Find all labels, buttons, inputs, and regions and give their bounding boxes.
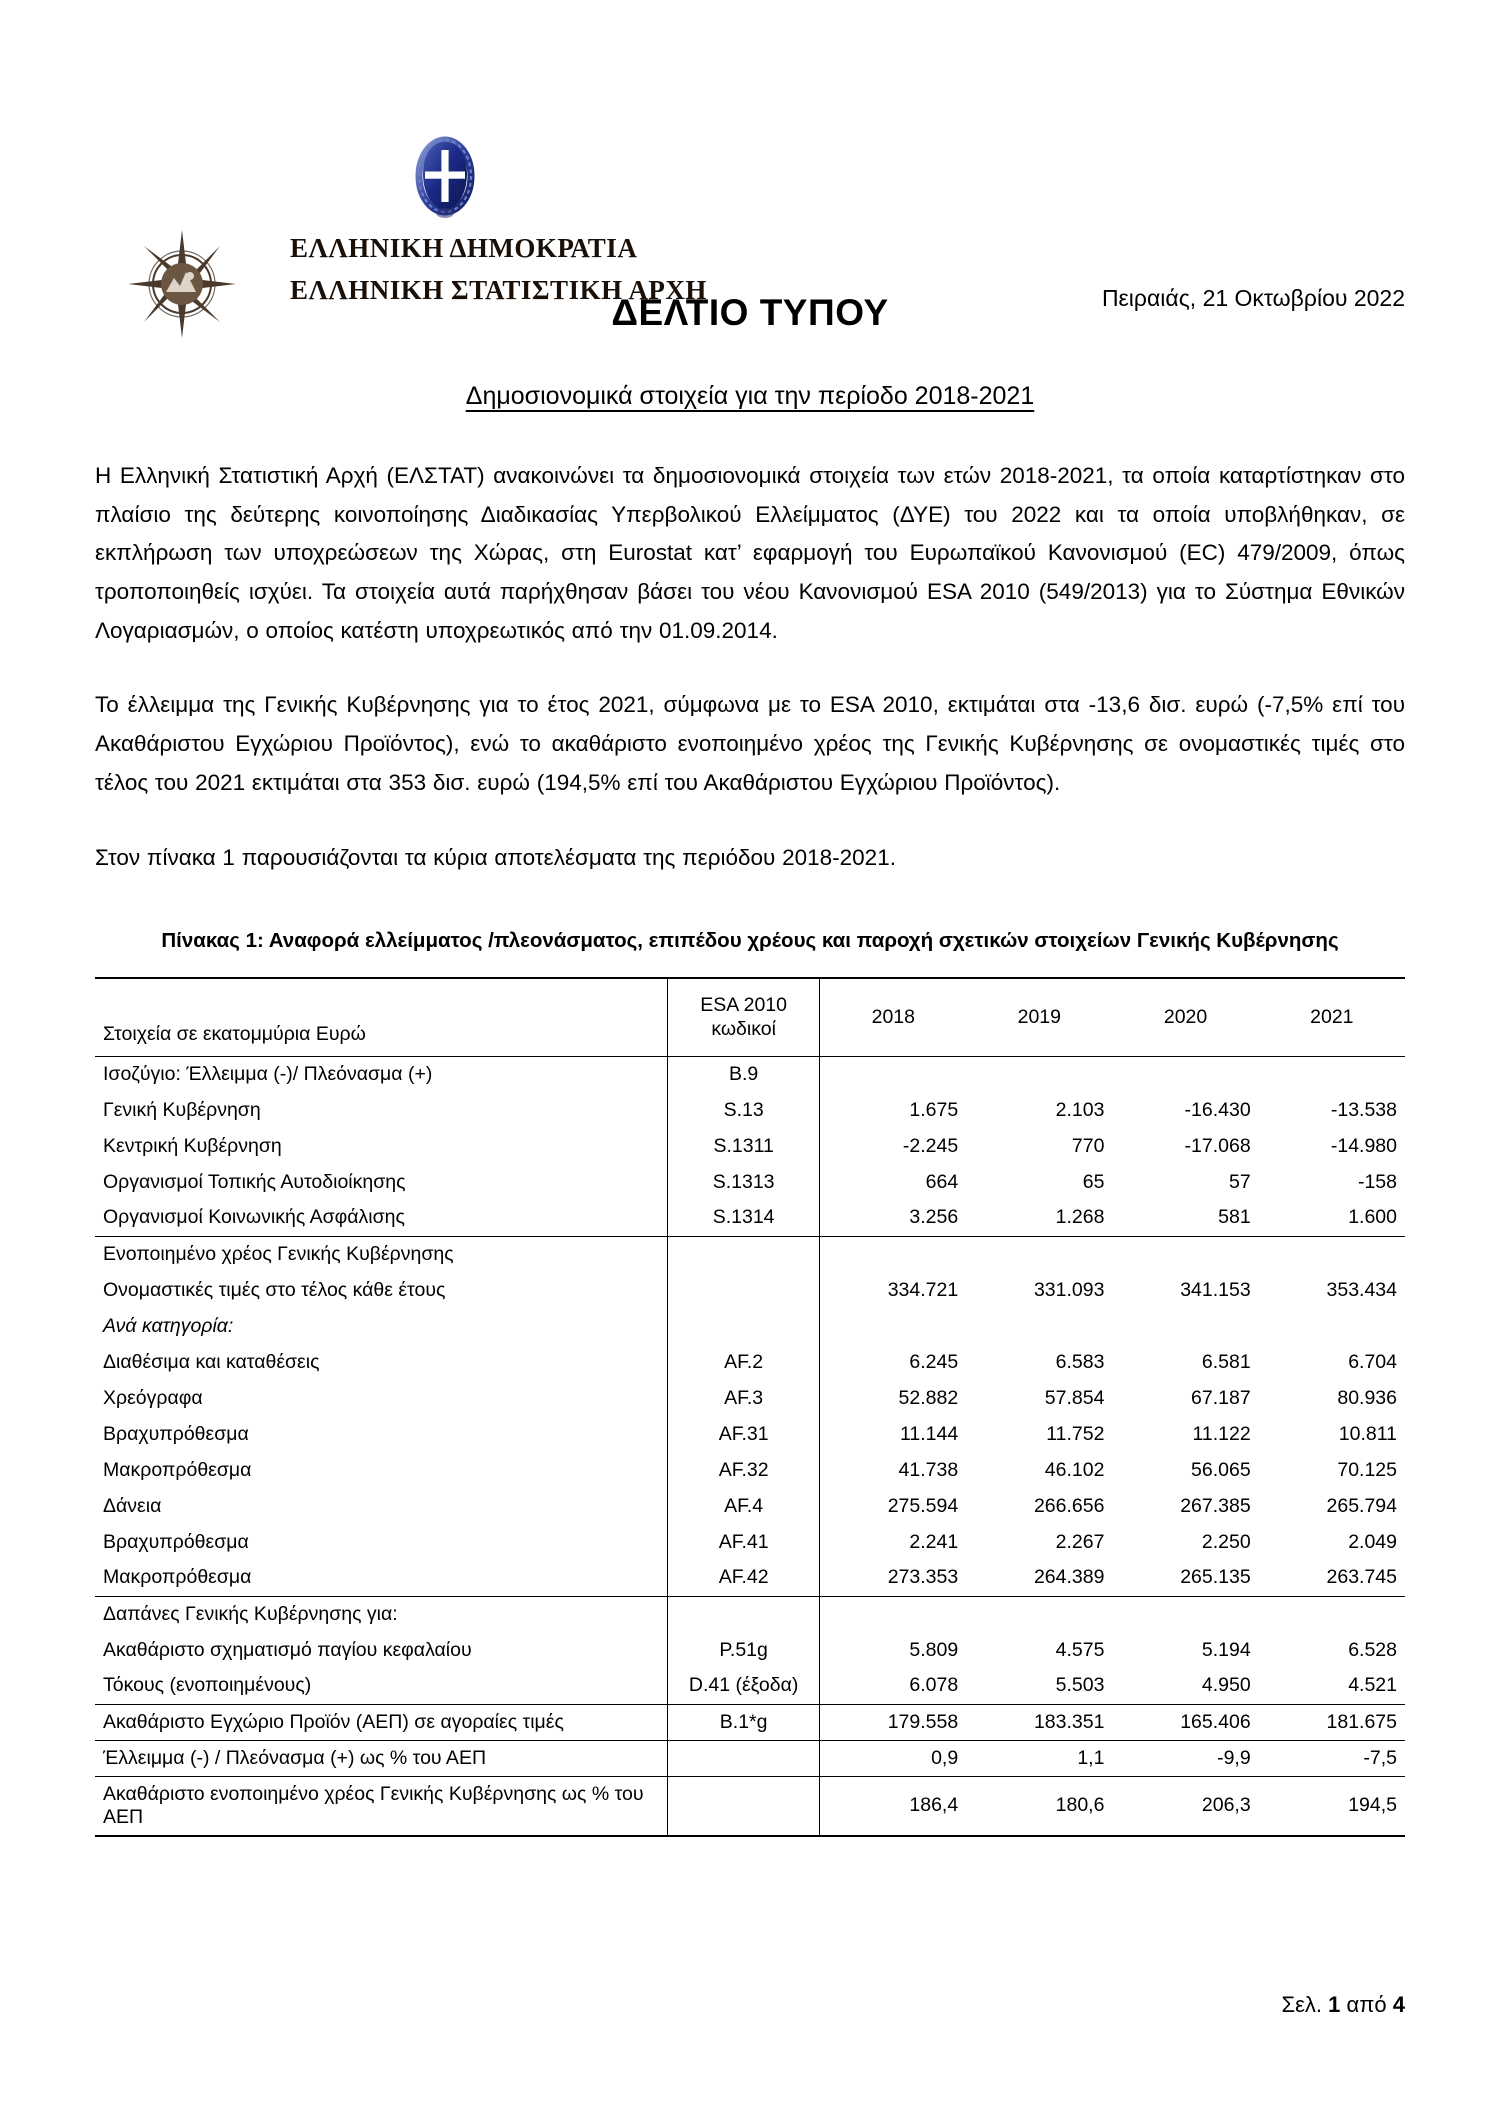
publication-date: Πειραιάς, 21 Οκτωβρίου 2022	[1101, 285, 1405, 311]
table-header-year-2018: 2018	[820, 978, 966, 1056]
table-header-year-2021: 2021	[1259, 978, 1405, 1056]
row-value-2020	[1112, 1056, 1258, 1092]
table-row	[95, 1128, 1405, 1164]
esa-code-line-1: ESA 2010	[700, 994, 787, 1017]
row-value-2021	[1259, 1308, 1405, 1344]
row-value-2018: 186,4	[820, 1776, 966, 1836]
table-row	[95, 1272, 1405, 1308]
row-value-2018: 275.594	[820, 1488, 966, 1524]
row-esa-code: AF.42	[667, 1560, 820, 1596]
row-value-2019: 331.093	[1033, 1278, 1105, 1301]
table-row	[95, 1380, 1405, 1416]
row-value-2018: 0,9	[820, 1740, 966, 1776]
row-label: Βραχυπρόθεσμα	[103, 1530, 249, 1553]
row-label: Κεντρική Κυβέρνηση	[103, 1134, 282, 1157]
table-row	[95, 1200, 1405, 1236]
row-value-2021: 10.811	[1338, 1422, 1397, 1445]
paragraph-intro: Η Ελληνική Στατιστική Αρχή (ΕΛΣΤΑΤ) ανακοινώνει τα δημοσιονομικά στοιχεία των ετών 2018-2021, τα οποία καταρτίστηκαν στο πλαίσιο της δεύτερης κοινοποίησης Διαδικασίας Υπερβολικού Ελλείμματος (ΔΥΕ) του 2022 και τα οποία υποβλήθηκαν, σε εκπλήρωση των υποχρεώσεων της Χώρας, στη Eurostat κατ’ εφαρμογή του Ευρωπαϊκού Κανονισμού (ΕC) 479/2009, όπως τροποποιηθείς ισχύει. Τα στοιχεία αυτά παρήχθησαν βάσει του νέου Κανονισμού ESA 2010 (549/2013) για το Σύστημα Εθνικών Λογαριασμών, ο οποίος κατέστη υποχρεωτικός από την 01.09.2014.	[95, 463, 1405, 643]
row-value-2018	[820, 1596, 966, 1632]
row-value-2019: 2.267	[1055, 1530, 1105, 1553]
row-value-2020: 267.385	[1180, 1494, 1251, 1517]
row-value-2018: 11.144	[820, 1416, 966, 1452]
row-label: Ενοποιημένο χρέος Γενικής Κυβέρνησης	[95, 1236, 667, 1272]
row-esa-code	[667, 1776, 820, 1836]
paragraph-table-reference: Στον πίνακα 1 παρουσιάζονται τα κύρια αποτελέσματα της περιόδου 2018-2021.	[95, 844, 896, 870]
row-value-2021: -13.538	[1330, 1098, 1397, 1121]
row-value-2019	[966, 1308, 1112, 1344]
row-value-2018: -2.245	[820, 1128, 966, 1164]
row-esa-code: B.9	[667, 1056, 820, 1092]
row-value-2021: 6.528	[1348, 1638, 1397, 1661]
organization-name-republic: ΕΛΛΗΝΙΚΗ ΔΗΜΟΚΡΑΤΙΑ	[290, 233, 638, 263]
table-row	[95, 1704, 1405, 1740]
table-row	[95, 1344, 1405, 1380]
row-value-2018: 3.256	[820, 1200, 966, 1236]
row-value-2021: 70.125	[1337, 1458, 1397, 1481]
row-value-2019: 1,1	[966, 1740, 1112, 1776]
row-value-2019: 770	[1071, 1134, 1105, 1157]
row-value-2020: -17.068	[1184, 1134, 1251, 1157]
row-esa-code: AF.4	[667, 1488, 820, 1524]
table-row	[95, 1092, 1405, 1128]
row-esa-code: AF.31	[667, 1416, 820, 1452]
row-label: Δάνεια	[103, 1494, 162, 1517]
row-value-2020: 57	[1228, 1170, 1251, 1193]
row-value-2019: 266.656	[1033, 1494, 1105, 1517]
row-esa-code: S.1311	[667, 1128, 820, 1164]
row-value-2021: 353.434	[1326, 1278, 1397, 1301]
row-esa-code: D.41 (έξοδα)	[667, 1668, 820, 1704]
table-row	[95, 1740, 1405, 1776]
row-label: Μακροπρόθεσμα	[103, 1566, 252, 1589]
row-label: Βραχυπρόθεσμα	[103, 1422, 249, 1445]
row-value-2019: 46.102	[1044, 1458, 1105, 1481]
row-value-2021: 265.794	[1326, 1494, 1397, 1517]
row-value-2020: 341.153	[1180, 1278, 1251, 1301]
table-row	[95, 1524, 1405, 1560]
row-esa-code: AF.41	[667, 1524, 820, 1560]
table-row	[95, 1632, 1405, 1668]
row-value-2018	[820, 1236, 966, 1272]
row-esa-code: S.1314	[667, 1200, 820, 1236]
row-value-2018: 273.353	[820, 1560, 966, 1596]
row-label: Ισοζύγιο: Έλλειμμα (-)/ Πλεόνασμα (+)	[103, 1062, 433, 1085]
row-value-2018: 6.078	[820, 1668, 966, 1704]
table-header-esa-code	[667, 978, 820, 1056]
row-value-2019: 57.854	[1044, 1386, 1105, 1409]
row-value-2021: 194,5	[1259, 1776, 1405, 1836]
table-caption: Πίνακας 1: Αναφορά ελλείμματος /πλεονάσματος, επιπέδου χρέους και παροχή σχετικών στοιχείων Γενικής Κυβέρνησης	[161, 929, 1339, 953]
row-value-2021: 2.049	[1348, 1530, 1397, 1553]
row-value-2020: 265.135	[1180, 1566, 1251, 1589]
greek-coat-of-arms-icon	[413, 128, 477, 220]
organization-name-statistical-authority: ΕΛΛΗΝΙΚΗ ΣΤΑΤΙΣΤΙΚΗ ΑΡΧΗ	[290, 274, 707, 305]
row-label: Χρεόγραφα	[103, 1386, 203, 1409]
row-value-2018: 664	[820, 1164, 966, 1200]
elstat-compass-logo-icon	[126, 228, 238, 340]
row-value-2021	[1259, 1236, 1405, 1272]
row-value-2019: 4.575	[1055, 1638, 1105, 1661]
row-value-2019: 6.583	[1055, 1350, 1105, 1373]
row-esa-code	[667, 1740, 820, 1776]
row-value-2021: 4.521	[1348, 1674, 1397, 1697]
row-esa-code	[667, 1272, 820, 1308]
row-esa-code: AF.32	[667, 1452, 820, 1488]
footer-prefix: Σελ.	[1281, 1992, 1329, 2017]
row-value-2021: 263.745	[1326, 1566, 1397, 1589]
row-value-2020: 206,3	[1112, 1776, 1258, 1836]
row-value-2019: 1.268	[1055, 1206, 1105, 1229]
row-value-2020: 581	[1218, 1206, 1251, 1229]
row-value-2019	[966, 1056, 1112, 1092]
row-value-2021	[1259, 1596, 1405, 1632]
row-value-2020: 6.581	[1201, 1350, 1251, 1373]
row-value-2020: 165.406	[1112, 1704, 1258, 1740]
row-value-2020: 56.065	[1191, 1458, 1251, 1481]
row-value-2018: 52.882	[820, 1380, 966, 1416]
organization-names	[290, 228, 910, 312]
row-label: Οργανισμοί Κοινωνικής Ασφάλισης	[103, 1206, 405, 1229]
table-header-year-2019: 2019	[966, 978, 1112, 1056]
row-value-2018: 179.558	[820, 1704, 966, 1740]
table-row	[95, 1164, 1405, 1200]
row-value-2019: 180,6	[966, 1776, 1112, 1836]
row-label: Οργανισμοί Τοπικής Αυτοδιοίκησης	[103, 1170, 406, 1193]
document-body	[0, 457, 1500, 1837]
table-row	[95, 1416, 1405, 1452]
row-esa-code: S.13	[667, 1092, 820, 1128]
row-value-2018: 1.675	[820, 1092, 966, 1128]
row-label: Διαθέσιμα και καταθέσεις	[103, 1350, 320, 1373]
row-value-2018: 6.245	[820, 1344, 966, 1380]
row-value-2021: 80.936	[1337, 1386, 1397, 1409]
row-value-2020: 11.122	[1192, 1422, 1251, 1445]
row-value-2021: -14.980	[1330, 1134, 1397, 1157]
table-row	[95, 1452, 1405, 1488]
table-row	[95, 1560, 1405, 1596]
table-row	[95, 1488, 1405, 1524]
row-esa-code: AF.3	[667, 1380, 820, 1416]
paragraph-deficit-summary: Το έλλειμμα της Γενικής Κυβέρνησης για το έτος 2021, σύμφωνα με το ESA 2010, εκτιμάται στα -13,6 δισ. ευρώ (-7,5% επί του Ακαθάριστου Εγχώριου Προϊόντος), ενώ το ακαθάριστο ενοποιημένο χρέος της Γενικής Κυβέρνησης σε ονομαστικές τιμές στο τέλος του 2021 εκτιμάται στα 353 δισ. ευρώ (194,5% επί του Ακαθάριστου Εγχώριου Προϊόντος).	[95, 692, 1405, 795]
row-value-2019: 65	[1082, 1170, 1105, 1193]
row-value-2020	[1112, 1596, 1258, 1632]
row-value-2020: 67.187	[1191, 1386, 1251, 1409]
page-subtitle: Δημοσιονομικά στοιχεία για την περίοδο 2018-2021	[465, 382, 1035, 410]
row-value-2020	[1112, 1308, 1258, 1344]
row-value-2019	[966, 1596, 1112, 1632]
row-label: Ακαθάριστο Εγχώριο Προϊόν (ΑΕΠ) σε αγοραίες τιμές	[95, 1704, 667, 1740]
row-value-2018: 334.721	[820, 1272, 966, 1308]
table-header-year-2020: 2020	[1112, 978, 1258, 1056]
esa-code-line-2: κωδικοί	[711, 1018, 776, 1041]
row-value-2019: 2.103	[1055, 1098, 1105, 1121]
row-value-2020: 2.250	[1201, 1530, 1251, 1553]
row-value-2018: 2.241	[820, 1524, 966, 1560]
row-esa-code: B.1*g	[667, 1704, 820, 1740]
row-esa-code: P.51g	[667, 1632, 820, 1668]
row-value-2019	[966, 1236, 1112, 1272]
row-esa-code	[667, 1596, 820, 1632]
row-value-2021: 181.675	[1259, 1704, 1405, 1740]
row-label: Γενική Κυβέρνηση	[103, 1098, 261, 1121]
row-esa-code	[667, 1308, 820, 1344]
row-value-2021: 1.600	[1348, 1206, 1397, 1229]
row-value-2021: -7,5	[1259, 1740, 1405, 1776]
footer-total-pages: 4	[1392, 1992, 1405, 2017]
row-label: Τόκους (ενοποιημένους)	[103, 1674, 312, 1697]
page-title: ΔΕΛΤΙΟ ΤΥΠΟΥ	[611, 292, 889, 333]
footer-page-number: 1	[1328, 1992, 1341, 2017]
row-value-2020: -16.430	[1184, 1098, 1251, 1121]
row-value-2019: 11.752	[1046, 1422, 1105, 1445]
row-label: Ονομαστικές τιμές στο τέλος κάθε έτους	[103, 1278, 446, 1301]
row-value-2021: -158	[1357, 1170, 1397, 1193]
row-value-2020: 4.950	[1201, 1674, 1251, 1697]
row-value-2018	[820, 1056, 966, 1092]
table-row	[95, 1236, 1405, 1272]
table-header-row	[95, 978, 1405, 1056]
row-value-2020: 5.194	[1201, 1638, 1251, 1661]
row-value-2018	[820, 1308, 966, 1344]
table-row	[95, 1056, 1405, 1092]
row-label: Μακροπρόθεσμα	[103, 1458, 252, 1481]
row-value-2021	[1259, 1056, 1405, 1092]
row-value-2018: 5.809	[820, 1632, 966, 1668]
row-esa-code	[667, 1236, 820, 1272]
row-value-2021: 6.704	[1348, 1350, 1397, 1373]
fiscal-data-table	[95, 977, 1405, 1837]
row-value-2019: 264.389	[1033, 1566, 1105, 1589]
row-label: Δαπάνες Γενικής Κυβέρνησης για:	[95, 1596, 667, 1632]
table-header-label: Στοιχεία σε εκατομμύρια Ευρώ	[95, 978, 667, 1056]
row-value-2019: 183.351	[966, 1704, 1112, 1740]
row-esa-code: AF.2	[667, 1344, 820, 1380]
row-value-2018: 41.738	[820, 1452, 966, 1488]
row-value-2020: -9,9	[1112, 1740, 1258, 1776]
table-body	[95, 1056, 1405, 1836]
document-header	[0, 0, 1500, 311]
row-label: Ακαθάριστο σχηματισμό παγίου κεφαλαίου	[103, 1638, 472, 1661]
row-label: Ακαθάριστο ενοποιημένο χρέος Γενικής Κυβέρνησης ως % του ΑΕΠ	[95, 1776, 667, 1836]
table-row	[95, 1596, 1405, 1632]
row-value-2020	[1112, 1236, 1258, 1272]
footer-middle: από	[1340, 1992, 1393, 2017]
row-label: Ανά κατηγορία:	[103, 1314, 234, 1337]
row-label: Έλλειμμα (-) / Πλεόνασμα (+) ως % του ΑΕΠ	[95, 1740, 667, 1776]
table-row	[95, 1668, 1405, 1704]
table-row	[95, 1776, 1405, 1836]
row-value-2019: 5.503	[1055, 1674, 1105, 1697]
page-footer	[1282, 1992, 1406, 2018]
table-row	[95, 1308, 1405, 1344]
row-esa-code: S.1313	[667, 1164, 820, 1200]
